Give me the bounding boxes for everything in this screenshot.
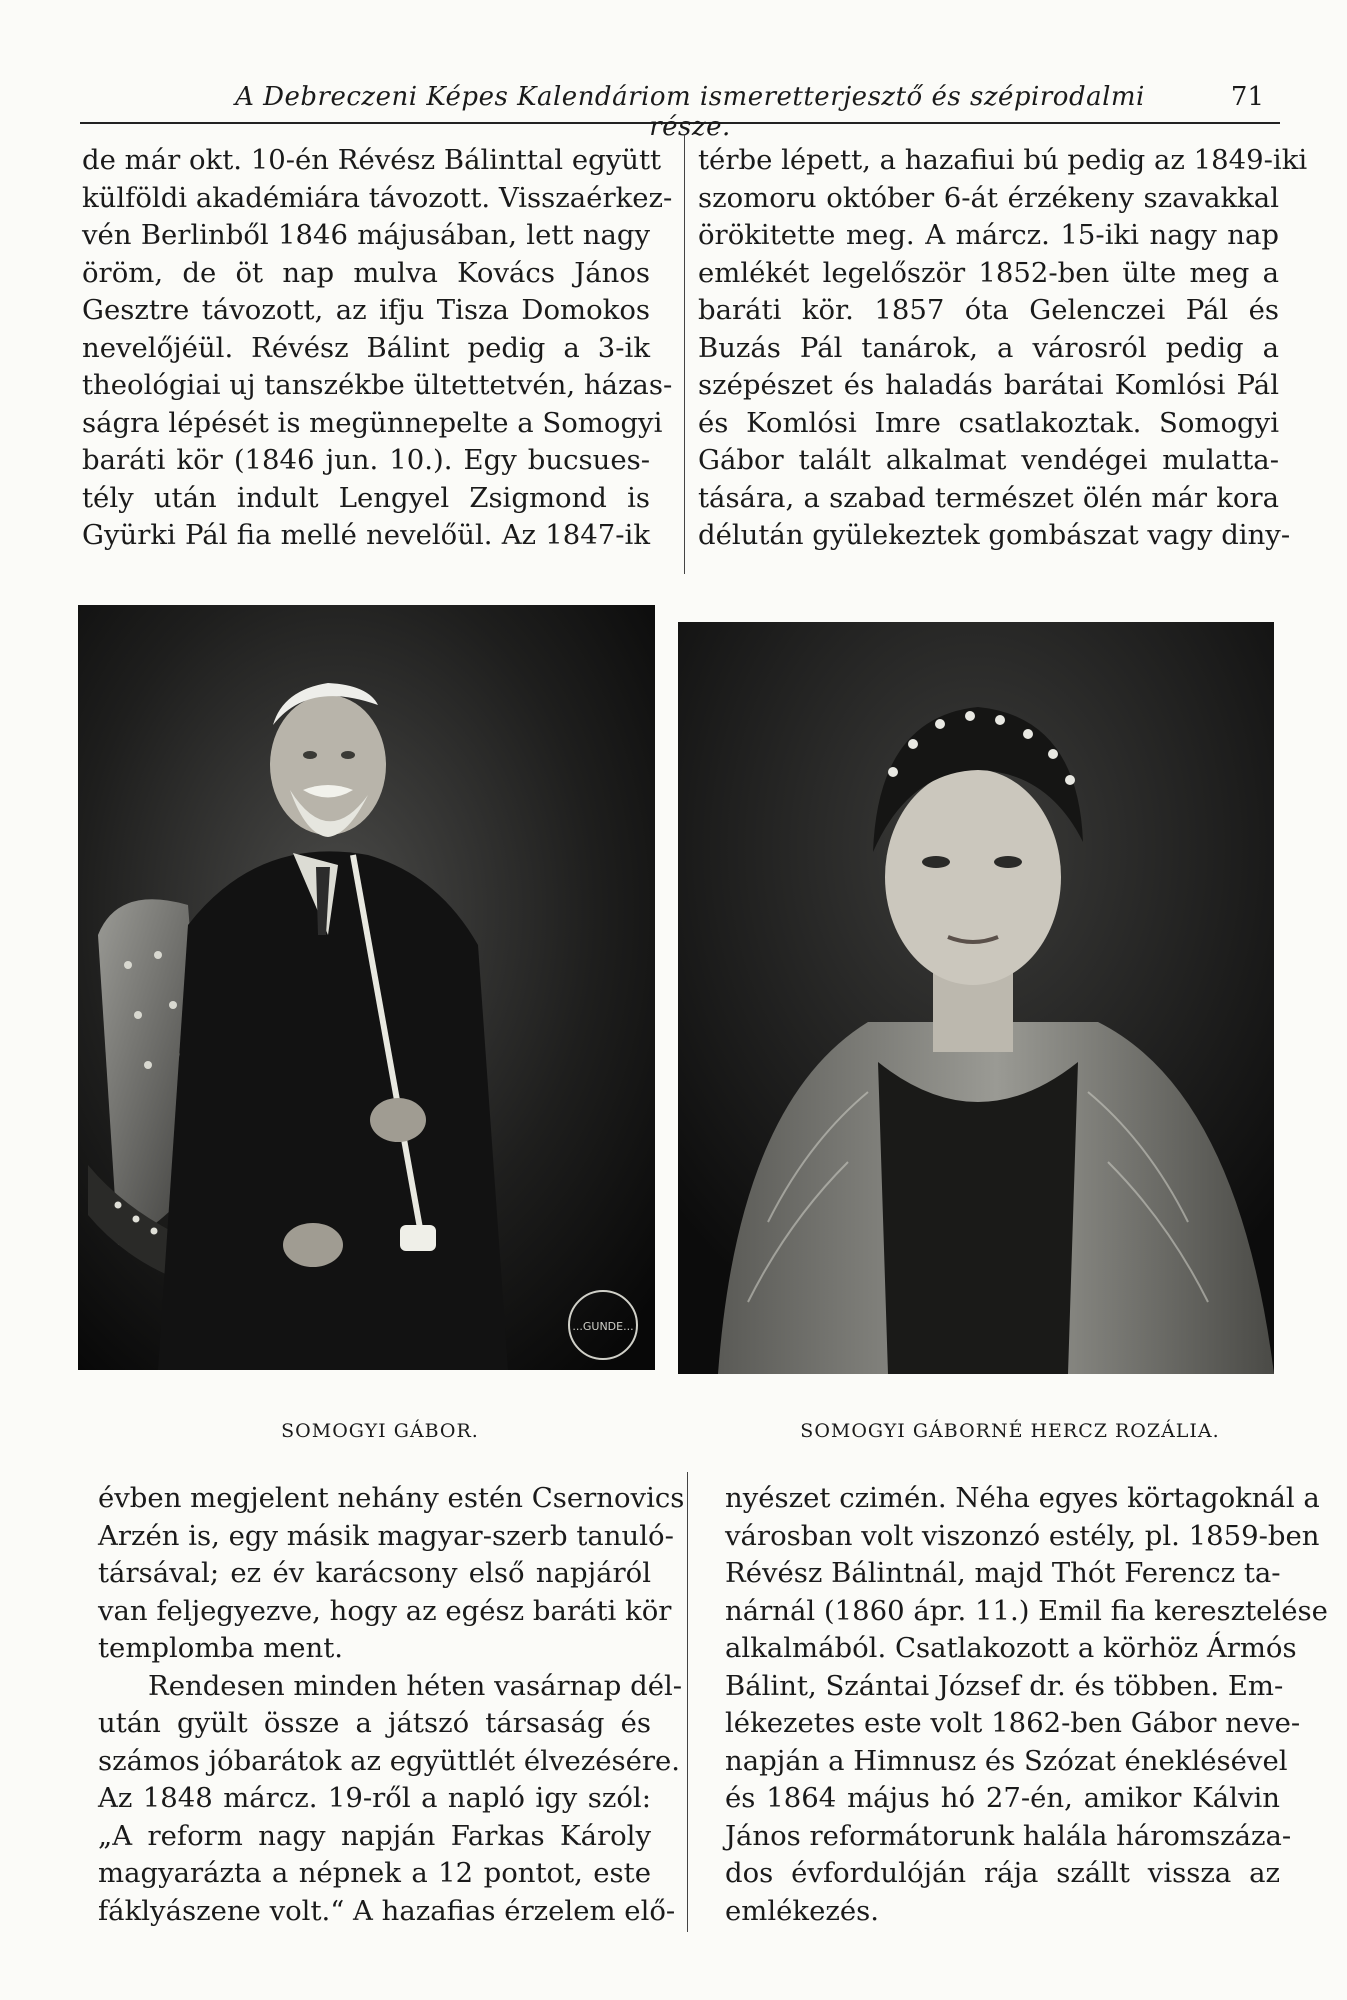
text-line: templomba ment.: [98, 1632, 344, 1664]
text-line: és 1864 május hó 27-én, amikor Kálvin: [725, 1782, 1280, 1814]
text-line: ságra lépését is megünnepelte a Somogyi: [82, 406, 663, 439]
text-line: Rendesen minden héten vasárnap dél-: [148, 1669, 683, 1702]
text-line: örökitette meg. A márcz. 15-iki nagy nap: [698, 219, 1279, 251]
text-line: Gyürki Pál fia mellé nevelőül. Az 1847-ik: [82, 519, 650, 551]
text-line: számos jóbarátok az együttlét élvezésére.: [98, 1744, 681, 1777]
text-line: városban volt viszonzó estély, pl. 1859-ben: [725, 1519, 1320, 1552]
text-line: baráti kör. 1857 óta Gelenczei Pál és: [698, 294, 1279, 326]
text-line: Gesztre távozott, az ifju Tisza Domokos: [82, 294, 650, 326]
text-line: de már okt. 10-én Révész Bálinttal együtt: [82, 144, 662, 176]
text-line: baráti kör (1846 jun. 10.). Egy bucsues-: [82, 444, 650, 476]
text-line: Gábor talált alkalmat vendégei mulatta-: [698, 444, 1279, 476]
text-line: „A reform nagy napján Farkas Károly: [98, 1819, 651, 1852]
text-line: emlékét legelőször 1852-ben ülte meg a: [698, 256, 1279, 289]
text-line: alkalmából. Csatlakozott a körhöz Ármós: [725, 1632, 1297, 1664]
text-line: délután gyülekeztek gombászat vagy diny-: [698, 519, 1291, 551]
running-header: [80, 78, 1280, 142]
text-line: fáklyászene volt.“ A hazafias érzelem elő-: [98, 1894, 676, 1927]
text-line: Az 1848 márcz. 19-ről a napló igy szól:: [98, 1782, 651, 1814]
text-line: Arzén is, egy másik magyar-szerb tanuló-: [98, 1519, 674, 1552]
text-line: tély után indult Lengyel Zsigmond is: [82, 481, 650, 514]
text-line: dos évfordulóján rája szállt vissza az: [725, 1857, 1280, 1889]
portrait-woman-illustration: [678, 622, 1274, 1374]
text-line: tására, a szabad természet ölén már kora: [698, 481, 1279, 514]
portrait-photo-hercz-rozalia: [678, 622, 1274, 1374]
text-line: vén Berlinből 1846 májusában, lett nagy: [82, 219, 650, 251]
text-line: emlékezés.: [725, 1894, 879, 1927]
text-line: Buzás Pál tanárok, a városról pedig a: [698, 331, 1279, 364]
text-line: társával; ez év karácsony első napjáról: [98, 1557, 651, 1589]
text-line: és Komlósi Imre csatlakoztak. Somogyi: [698, 406, 1279, 439]
top-left-column: [82, 142, 673, 555]
text-line: theológiai uj tanszékbe ültettetvén, házas-: [82, 369, 673, 401]
photo-stamp-text: ...GUNDE...: [572, 1320, 634, 1333]
portrait-man-illustration: [78, 605, 655, 1370]
text-line: nárnál (1860 ápr. 11.) Emil fia keresztelése: [725, 1594, 1328, 1627]
caption-right: SOMOGYI GÁBORNÉ HERCZ ROZÁLIA.: [800, 1420, 1220, 1442]
text-line: magyarázta a népnek a 12 pontot, este: [98, 1857, 651, 1889]
text-line: szomoru október 6-át érzékeny szavakkal: [698, 181, 1279, 214]
text-line: János reformátorunk halála háromszáza-: [725, 1819, 1292, 1852]
text-line: nyészet czimén. Néha egyes körtagoknál a: [725, 1482, 1320, 1514]
text-line: Révész Bálintnál, majd Thót Ferencz ta-: [725, 1557, 1281, 1589]
portrait-photo-somogyi-gabor: [78, 605, 655, 1370]
text-line: öröm, de öt nap mulva Kovács János: [82, 256, 650, 289]
text-line: után gyült össze a játszó társaság és: [98, 1707, 651, 1739]
page-number: 71: [1230, 82, 1264, 112]
bottom-left-column: [98, 1480, 685, 1930]
text-line: Bálint, Szántai József dr. és többen. Em-: [725, 1669, 1284, 1702]
top-column-divider: [684, 134, 685, 574]
text-line: nevelőjéül. Révész Bálint pedig a 3-ik: [82, 331, 650, 364]
running-header-title: A Debreczeni Képes Kalendáriom ismeretterjesztő és szépirodalmi része.: [235, 82, 1145, 142]
text-line: szépészet és haladás barátai Komlósi Pál: [698, 369, 1279, 401]
bottom-column-divider: [687, 1472, 688, 1932]
caption-left: SOMOGYI GÁBOR.: [281, 1420, 479, 1442]
text-line: lékezetes este volt 1862-ben Gábor neve-: [725, 1707, 1301, 1739]
text-line: térbe lépett, a hazafiui bú pedig az 1849-iki: [698, 144, 1308, 176]
top-right-column: [698, 142, 1308, 555]
text-line: van feljegyezve, hogy az egész baráti kör: [98, 1594, 672, 1627]
text-line: évben megjelent nehány estén Csernovics: [98, 1482, 685, 1514]
text-line: napján a Himnusz és Szózat éneklésével: [725, 1744, 1288, 1777]
text-line: külföldi akadémiára távozott. Visszaérkez-: [82, 181, 673, 214]
bottom-right-column: [725, 1480, 1328, 1930]
